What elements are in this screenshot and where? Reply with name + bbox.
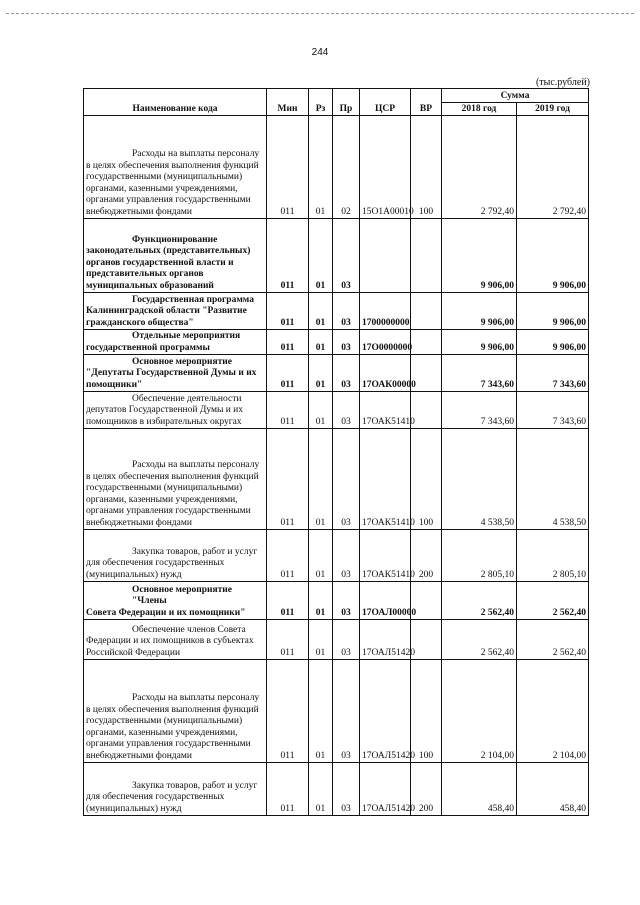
row-vr: [411, 219, 442, 293]
row-name-rest: Федерации и их помощников в субъектах Российской Федерации: [86, 636, 254, 658]
row-name-rest: законодательных (представительных) органов государственной власти и представительных органов муниципальных образований: [86, 246, 251, 291]
row-csr: 17ОАК51410: [360, 530, 411, 582]
row-vr: 200: [411, 763, 442, 816]
table-row: [84, 620, 589, 660]
row-name-lead: Расходы на выплаты: [132, 460, 215, 470]
row-sum-2019: 7 343,60: [517, 392, 589, 429]
row-rz: 01: [309, 293, 333, 330]
row-min: 011: [267, 660, 309, 763]
row-name-lead: Расходы на выплаты: [132, 149, 215, 159]
row-name-lead: Функционирование: [132, 234, 218, 245]
row-csr: 17ОАЛ51420: [360, 763, 411, 816]
row-name-rest: Совета Федерации и их помощники": [86, 607, 246, 618]
row-pr: 03: [333, 293, 360, 330]
row-name: [84, 116, 267, 219]
row-rz: 01: [309, 530, 333, 582]
row-vr: [411, 392, 442, 429]
row-csr: 17О0000000: [360, 330, 411, 355]
row-name-lead: Отдельные мероприятия: [132, 331, 241, 341]
row-sum-2018: 2 805,10: [442, 530, 517, 582]
row-rz: 01: [309, 355, 333, 392]
row-name-rest: депутатов Государственной Думы и их помощников в избирательных округах: [86, 405, 244, 427]
row-pr: 03: [333, 392, 360, 429]
row-min: 011: [267, 330, 309, 355]
row-name: [84, 392, 267, 429]
row-sum-2019: 9 906,00: [517, 330, 589, 355]
row-name-lead: Обеспечение деятельности: [132, 393, 242, 404]
row-name: [84, 293, 267, 330]
row-pr: 03: [333, 620, 360, 660]
row-name: [84, 582, 267, 620]
row-name-lead: Государственная программа: [132, 294, 254, 305]
row-pr: 03: [333, 330, 360, 355]
row-vr: [411, 293, 442, 330]
table-row: [84, 355, 589, 392]
row-name-lead: Расходы на выплаты: [132, 693, 215, 703]
header-2018: 2018 год: [442, 103, 517, 116]
row-vr: 200: [411, 530, 442, 582]
row-csr: 17ОАК51410: [360, 392, 411, 429]
row-rz: 01: [309, 392, 333, 429]
row-name-lead: Закупка товаров, работ и: [132, 546, 233, 557]
row-sum-2019: 9 906,00: [517, 293, 589, 330]
row-name: [84, 355, 267, 392]
budget-table: [83, 88, 589, 816]
table-row: [84, 660, 589, 763]
row-pr: 02: [333, 116, 360, 219]
row-name: [84, 660, 267, 763]
row-pr: 03: [333, 530, 360, 582]
row-rz: 01: [309, 116, 333, 219]
row-rz: 01: [309, 620, 333, 660]
page-number: 244: [311, 47, 329, 58]
row-sum-2019: 7 343,60: [517, 355, 589, 392]
row-vr: [411, 620, 442, 660]
row-rz: 01: [309, 660, 333, 763]
row-name-rest: услуг для обеспечения государственных (муниципальных) нужд: [86, 780, 258, 814]
row-csr: 17ОАЛ51420: [360, 620, 411, 660]
row-sum-2018: 4 538,50: [442, 429, 517, 530]
row-min: 011: [267, 116, 309, 219]
table-row: [84, 763, 589, 816]
row-sum-2019: 4 538,50: [517, 429, 589, 530]
header-rz: Рз: [309, 89, 333, 116]
table-row: [84, 330, 589, 355]
header-name: Наименование кода: [84, 89, 267, 116]
row-csr: 17ОАЛ51420: [360, 660, 411, 763]
table-row: [84, 116, 589, 219]
row-sum-2018: 458,40: [442, 763, 517, 816]
row-name: [84, 429, 267, 530]
row-sum-2018: 9 906,00: [442, 330, 517, 355]
row-pr: 03: [333, 582, 360, 620]
units-label: (тыс.рублей): [535, 77, 590, 88]
row-name-lead: Закупка товаров, работ и: [132, 780, 233, 791]
row-sum-2018: 2 792,40: [442, 116, 517, 219]
row-sum-2018: 2 104,00: [442, 660, 517, 763]
row-csr: 17ОАЛ00000: [360, 582, 411, 620]
row-sum-2019: 2 792,40: [517, 116, 589, 219]
table-row: [84, 429, 589, 530]
row-name-lead: Обеспечение членов Совета: [132, 624, 246, 635]
row-vr: 100: [411, 660, 442, 763]
table-row: [84, 530, 589, 582]
row-sum-2018: 7 343,60: [442, 392, 517, 429]
row-pr: 03: [333, 660, 360, 763]
row-pr: 03: [333, 763, 360, 816]
row-min: 011: [267, 530, 309, 582]
row-name-rest: "Депутаты Государственной Думы и их помощники": [86, 368, 257, 390]
table-row: [84, 219, 589, 293]
table-row: [84, 293, 589, 330]
row-name-lead: Основное мероприятие: [132, 356, 232, 367]
row-rz: 01: [309, 582, 333, 620]
row-name: [84, 530, 267, 582]
header-sum: Сумма: [442, 89, 589, 103]
row-name-rest: услуг для обеспечения государственных (муниципальных) нужд: [86, 546, 258, 580]
row-name: [84, 219, 267, 293]
row-sum-2019: 2 104,00: [517, 660, 589, 763]
header-vr: ВР: [411, 89, 442, 116]
header-csr: ЦСР: [360, 89, 411, 116]
row-vr: 100: [411, 429, 442, 530]
row-csr: 17ОАК51410: [360, 429, 411, 530]
row-min: 011: [267, 763, 309, 816]
row-min: 011: [267, 392, 309, 429]
row-name-rest: персоналу в целях обеспечения выполнения функций государственными (муниципальными) органами, казенными учреждениями, органами управления государственными внебюджетными фондами: [86, 693, 260, 761]
table-row: [84, 582, 589, 620]
row-name: [84, 763, 267, 816]
row-pr: 03: [333, 429, 360, 530]
row-sum-2019: 9 906,00: [517, 219, 589, 293]
row-sum-2018: 2 562,40: [442, 582, 517, 620]
row-sum-2018: 9 906,00: [442, 219, 517, 293]
row-sum-2018: 7 343,60: [442, 355, 517, 392]
row-name: [84, 620, 267, 660]
row-csr: 15О1А00010: [360, 116, 411, 219]
row-csr: [360, 219, 411, 293]
row-min: 011: [267, 429, 309, 530]
row-sum-2018: 9 906,00: [442, 293, 517, 330]
top-scan-line: [6, 13, 634, 14]
row-csr: 17ОАК00000: [360, 355, 411, 392]
row-min: 011: [267, 355, 309, 392]
header-pr: Пр: [333, 89, 360, 116]
row-vr: [411, 330, 442, 355]
row-csr: 1700000000: [360, 293, 411, 330]
row-pr: 03: [333, 219, 360, 293]
table-row: [84, 392, 589, 429]
row-sum-2019: 2 805,10: [517, 530, 589, 582]
row-sum-2019: 2 562,40: [517, 582, 589, 620]
row-rz: 01: [309, 330, 333, 355]
row-name-rest: Калининградской области "Развитие гражданского общества": [86, 306, 247, 328]
row-name: [84, 330, 267, 355]
header-2019: 2019 год: [517, 103, 589, 116]
row-rz: 01: [309, 763, 333, 816]
row-vr: 100: [411, 116, 442, 219]
row-sum-2019: 458,40: [517, 763, 589, 816]
header-min: Мин: [267, 89, 309, 116]
row-name-rest: персоналу в целях обеспечения выполнения функций государственными (муниципальными) органами, казенными учреждениями, органами управления государственными внебюджетными фондами: [86, 460, 260, 528]
row-sum-2019: 2 562,40: [517, 620, 589, 660]
row-min: 011: [267, 293, 309, 330]
row-min: 011: [267, 219, 309, 293]
row-min: 011: [267, 582, 309, 620]
row-name-lead: Основное мероприятие "Члены: [132, 584, 232, 606]
row-min: 011: [267, 620, 309, 660]
row-sum-2018: 2 562,40: [442, 620, 517, 660]
row-rz: 01: [309, 219, 333, 293]
row-rz: 01: [309, 429, 333, 530]
row-name-rest: персоналу в целях обеспечения выполнения функций государственными (муниципальными) органами, казенными учреждениями, органами управления государственными внебюджетными фондами: [86, 149, 260, 217]
row-pr: 03: [333, 355, 360, 392]
row-name-rest: государственной программы: [86, 342, 210, 353]
